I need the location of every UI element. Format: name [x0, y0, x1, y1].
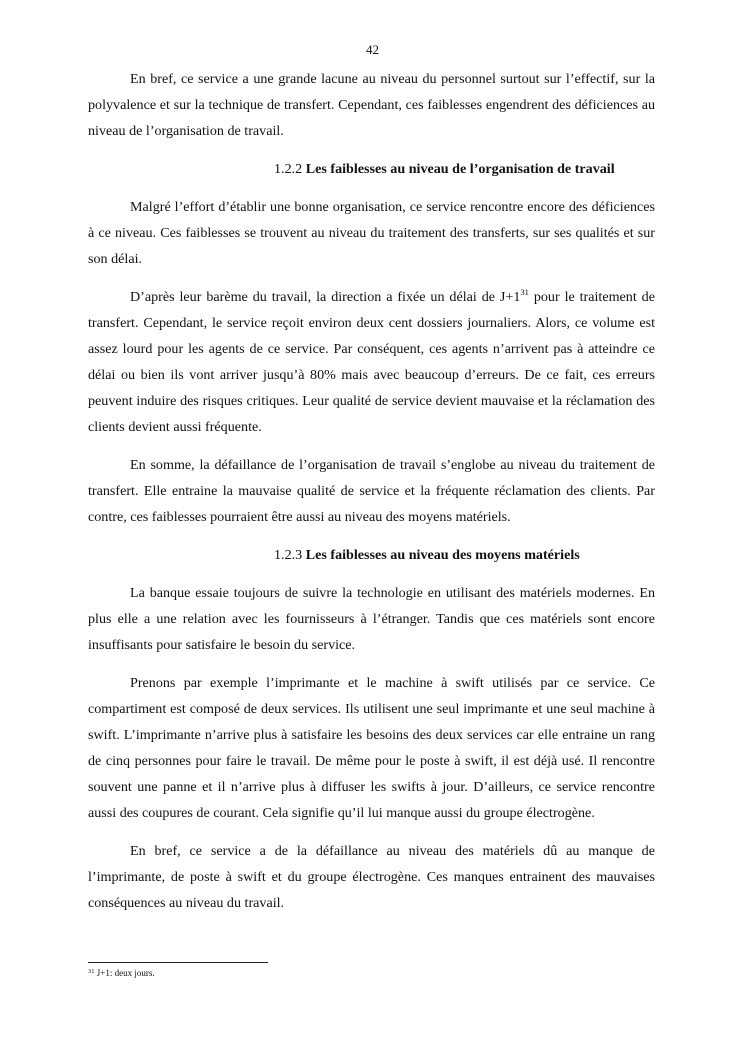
footnote-reference: 31 — [520, 287, 529, 297]
section-title: Les faiblesses au niveau de l’organisation de travail — [305, 161, 615, 177]
paragraph-printer-swift-example: Prenons par exemple l’imprimante et le machine à swift utilisés par ce service. Ce compartiment est composé de deux services. Ils utilisent une seul imprimante et une seul machine à swift. L’imprimante n’arrive plus à satisfaire les besoins des deux services car elle entraine un rang de cinq personnes pour faire le travail. De même pour le poste à swift, il est déjà usé. Il rencontre souvent une panne et il n’arrive plus à diffuser les swifts à jour. D’ailleurs, ce service rencontre aussi des coupures de courant. Cela signifie qu’il lui manque aussi du groupe électrogène. — [88, 675, 655, 821]
section-number: 1.2.2 — [274, 161, 303, 177]
paragraph-organisation-deficiencies: Malgré l’effort d’établir une bonne organisation, ce service rencontre encore des déficiences à ce niveau. Ces faiblesses se trouvent au niveau du traitement des transferts, sur ses qualités et sur son délai. — [88, 199, 655, 267]
paragraph-technology: La banque essaie toujours de suivre la technologie en utilisant des matériels modernes. En plus elle a une relation avec les fournisseurs à l’étranger. Tandis que ces matériels sont encore insuffisants pour satisfaire le besoin du service. — [88, 585, 655, 653]
paragraph-summary-organisation: En somme, la défaillance de l’organisation de travail s’englobe au niveau du traitement de transfert. Elle entraine la mauvaise qualité de service et la fréquente réclamation des clients. Par contre, ces faiblesses pourraient être aussi au niveau des moyens matériels. — [88, 457, 655, 525]
paragraph-summary-personnel: En bref, ce service a une grande lacune au niveau du personnel surtout sur l’effectif, sur la polyvalence et sur la technique de transfert. Cependant, ces faiblesses engendrent des déficiences au niveau de l’organisation de travail. — [88, 71, 655, 139]
section-title: Les faiblesses au niveau des moyens matériels — [305, 547, 580, 563]
document-body — [88, 66, 655, 928]
paragraph-delay-volume — [88, 284, 655, 440]
paragraph-text-part: D’après leur barème du travail, la direction a fixée un délai de J+1 — [130, 289, 521, 305]
paragraph-text-part: pour le traitement de transfert. Cependant, le service reçoit environ deux cent dossiers journaliers. Alors, ce volume est assez lourd pour les agents de ce service. Par conséquent, ces agents n’arrivent pas à atteindre ce délai ou bien ils vont arriver jusqu’à 80% mais avec beaucoup d’erreurs. De ce fait, ces erreurs peuvent induire des risques critiques. Leur qualité de service devient mauvaise et la réclamation des clients devient aussi fréquente. — [88, 289, 655, 435]
paragraph-summary-materials: En bref, ce service a de la défaillance au niveau des matériels dû au manque de l’imprimante, de poste à swift et du groupe électrogène. Ces manques entrainent des mauvaises conséquences au niveau du travail. — [88, 843, 655, 911]
footnote-divider — [88, 962, 268, 963]
section-heading-1-2-3 — [88, 542, 655, 568]
page-number: 42 — [366, 42, 379, 57]
section-number: 1.2.3 — [274, 547, 303, 563]
footnote-text: J+1: deux jours. — [94, 968, 155, 978]
footnote-number: 31 — [88, 968, 95, 975]
footnote — [88, 968, 155, 978]
section-heading-1-2-2 — [88, 156, 655, 182]
